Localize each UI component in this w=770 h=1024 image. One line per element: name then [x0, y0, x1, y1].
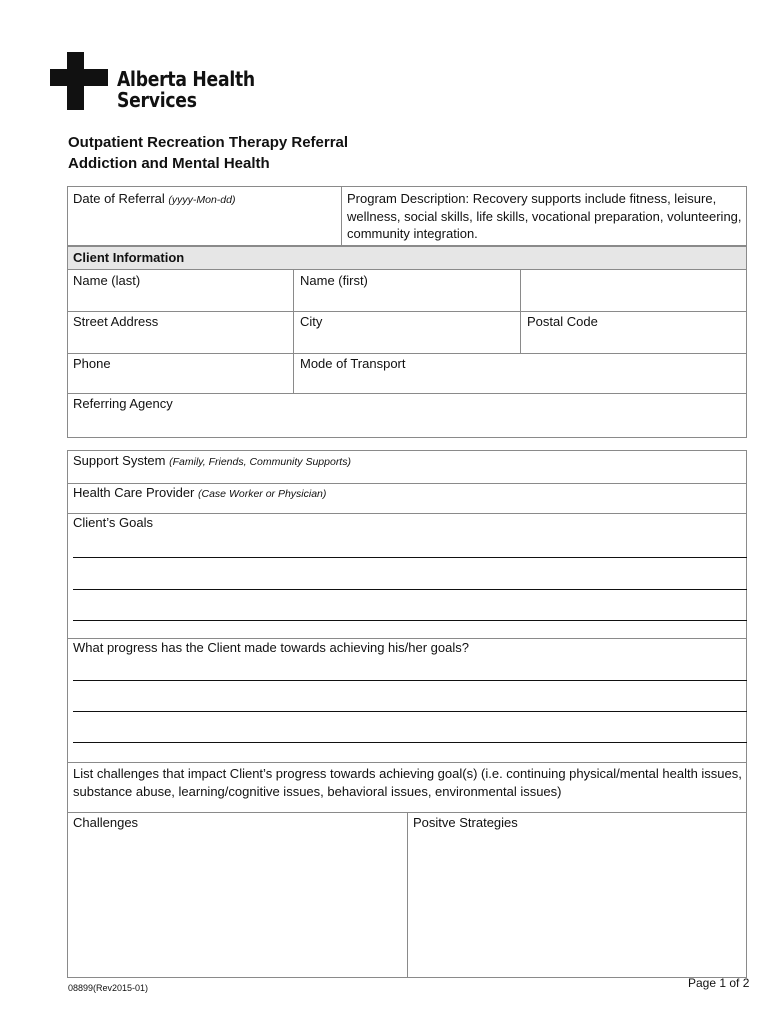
goals-line-1[interactable]: [73, 557, 747, 558]
client-info-rule-4: [67, 393, 747, 394]
challenges-intro: List challenges that impact Client’s progress towards achieving goal(s) (i.e. continuing physical/mental health issues, substance abuse, learning/cognitive issues, behavioral issues, environmental issues): [73, 766, 742, 799]
header-divider: [341, 186, 342, 246]
date-of-referral-field[interactable]: [68, 208, 340, 244]
client-info-rule-2: [67, 311, 747, 312]
client-info-rule-1: [67, 269, 747, 270]
name-first-field[interactable]: [295, 289, 519, 310]
goals-line-3[interactable]: [73, 620, 747, 621]
client-info-col-2: [520, 269, 521, 353]
client-info-heading: Client Information: [73, 250, 185, 265]
city-field[interactable]: [295, 331, 519, 352]
street-address-label: Street Address: [73, 314, 159, 329]
progress-line-1[interactable]: [73, 680, 747, 681]
health-care-provider-field[interactable]: [350, 484, 746, 512]
goals-line-2[interactable]: [73, 589, 747, 590]
progress-line-2[interactable]: [73, 711, 747, 712]
city-label: City: [300, 314, 323, 329]
street-address-field[interactable]: [68, 331, 292, 352]
support-system-field[interactable]: [260, 451, 746, 482]
form-title: [68, 132, 348, 174]
clients-goals-label: Client’s Goals: [73, 515, 153, 530]
health-care-provider-hint: (Case Worker or Physician): [198, 488, 327, 500]
client-info-col-1: [293, 269, 294, 393]
health-care-provider-text: Health Care Provider: [73, 485, 195, 500]
support-rule-4: [67, 762, 747, 763]
postal-code-field[interactable]: [522, 331, 746, 352]
logo-line-1: Alberta Health: [117, 67, 255, 91]
ahs-logo-mark: [50, 52, 108, 110]
title-line-1: Outpatient Recreation Therapy Referral: [68, 134, 349, 151]
referring-agency-field[interactable]: [68, 413, 746, 437]
name-last-label: Name (last): [73, 273, 141, 288]
progress-question-label: What progress has the Client made towards achieving his/her goals?: [73, 640, 469, 655]
title-line-2: Addiction and Mental Health: [68, 155, 270, 172]
page-number: Page 1 of 2: [688, 976, 750, 990]
support-rule-2: [67, 513, 747, 514]
postal-code-label: Postal Code: [527, 314, 598, 329]
progress-line-3[interactable]: [73, 742, 747, 743]
logo-line-2: Services: [117, 88, 197, 112]
program-description: Program Description: Recovery supports include fitness, leisure, wellness, social skills, life skills, vocational preparation, volunteering, community integration.: [347, 191, 742, 241]
challenges-divider: [407, 812, 408, 978]
challenges-field[interactable]: [68, 832, 406, 976]
form-number: 08899(Rev2015-01): [68, 983, 149, 993]
client-info-rule-3: [67, 353, 747, 354]
positive-strategies-field[interactable]: [409, 832, 746, 976]
name-first-label: Name (first): [300, 273, 368, 288]
mode-of-transport-field[interactable]: [295, 372, 746, 392]
date-label-text: Date of Referral: [73, 191, 165, 206]
positive-strategies-label: Positve Strategies: [413, 815, 518, 830]
date-of-referral-label: [73, 190, 235, 209]
support-system-hint: (Family, Friends, Community Supports): [169, 456, 351, 468]
support-system-text: Support System: [73, 453, 166, 468]
phone-field[interactable]: [68, 372, 292, 392]
mode-of-transport-label: Mode of Transport: [300, 356, 406, 371]
phone-label: Phone: [73, 356, 111, 371]
name-last-field[interactable]: [68, 289, 292, 310]
health-care-provider-label: [73, 484, 326, 503]
challenges-label: Challenges: [73, 815, 139, 830]
date-format-hint: (yyyy-Mon-dd): [168, 194, 236, 206]
referring-agency-label: Referring Agency: [73, 396, 173, 411]
name-extra-field[interactable]: [522, 271, 746, 310]
ahs-logo-text: [117, 69, 255, 111]
